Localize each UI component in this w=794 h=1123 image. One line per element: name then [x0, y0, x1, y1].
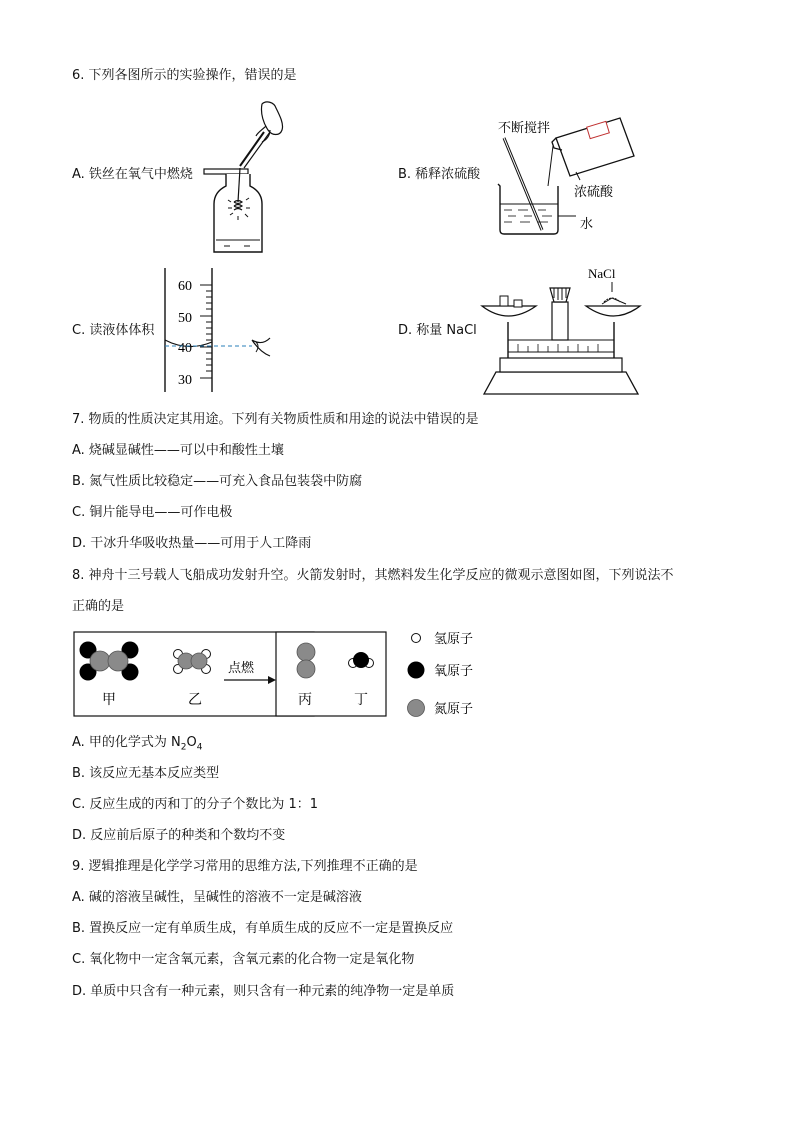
balance-weighing-figure: [478, 262, 648, 396]
condition-label: 点燃: [228, 661, 255, 676]
legend-nitrogen: 氮原子: [434, 702, 474, 717]
q8-option-b: B. 该反应无基本反应类型: [72, 766, 220, 781]
q7-option-d: D. 干冰升华吸收热量——可用于人工降雨: [72, 536, 312, 551]
acid-label: 浓硫酸: [574, 185, 614, 200]
q8-a-text: A. 甲的化学式为 N: [72, 735, 181, 750]
label-jia: 甲: [102, 692, 116, 708]
q6-option-b: B. 稀释浓硫酸: [398, 167, 481, 182]
nitrogen-atom-icon: [408, 700, 425, 717]
q9-stem: 9. 逻辑推理是化学学习常用的思维方法,下列推理不正确的是: [72, 859, 418, 874]
tick-50: 50: [178, 311, 192, 326]
water-label: 水: [580, 217, 594, 232]
label-ding: 丁: [354, 692, 368, 708]
q6-option-d: D. 称量 NaCl: [398, 323, 477, 338]
hydrogen-atom-icon: [412, 634, 421, 643]
q8-a-sub2: 4: [196, 742, 203, 753]
q8-option-d: D. 反应前后原子的种类和个数均不变: [72, 828, 286, 843]
legend-oxygen: 氧原子: [434, 664, 474, 679]
tick-60: 60: [178, 279, 192, 294]
q8-option-c: C. 反应生成的丙和丁的分子个数比为 1：1: [72, 797, 319, 812]
q6-stem: 6. 下列各图所示的实验操作，错误的是: [72, 68, 297, 83]
tick-30: 30: [178, 373, 192, 388]
q7-option-c: C. 铜片能导电——可作电极: [72, 505, 233, 520]
legend: [408, 632, 474, 717]
q9-option-d: D. 单质中只含有一种元素，则只含有一种元素的纯净物一定是单质: [72, 984, 455, 999]
label-yi: 乙: [188, 692, 202, 708]
label-bing: 丙: [298, 692, 312, 708]
graduated-cylinder-figure: [160, 268, 280, 394]
q8-stem-line2: 正确的是: [72, 599, 125, 614]
q7-stem: 7. 物质的性质决定其用途。下列有关物质性质和用途的说法中错误的是: [72, 412, 479, 427]
reaction-micro-diagram: [72, 624, 492, 720]
q8-a-mid: O: [186, 735, 197, 750]
q7-option-a: A. 烧碱显碱性——可以中和酸性土壤: [72, 443, 284, 458]
stir-label: 不断搅拌: [498, 121, 551, 136]
legend-hydrogen: 氢原子: [434, 632, 474, 647]
iron-wire-burning-figure: [200, 96, 300, 256]
tick-40: 40: [178, 341, 192, 356]
q6-option-c: C. 读液体体积: [72, 323, 155, 338]
dilute-sulfuric-acid-figure: [490, 112, 650, 240]
q8-stem-line1: 8. 神舟十三号载人飞船成功发射升空。火箭发射时，其燃料发生化学反应的微观示意图如图，下列说法不: [72, 568, 674, 583]
q7-option-b: B. 氮气性质比较稳定——可充入食品包装袋中防腐: [72, 474, 363, 489]
q9-option-b: B. 置换反应一定有单质生成，有单质生成的反应不一定是置换反应: [72, 921, 454, 936]
oxygen-atom-icon: [408, 662, 425, 679]
q6-option-a: A. 铁丝在氧气中燃烧: [72, 167, 193, 182]
q8-option-a: [72, 735, 203, 756]
q9-option-c: C. 氧化物中一定含氧元素，含氧元素的化合物一定是氧化物: [72, 952, 415, 967]
product-box: [276, 632, 386, 716]
q8-a-sub1: 2: [180, 742, 187, 753]
q9-option-a: A. 碱的溶液呈碱性，呈碱性的溶液不一定是碱溶液: [72, 890, 362, 905]
nacl-label: NaCl: [588, 266, 616, 281]
